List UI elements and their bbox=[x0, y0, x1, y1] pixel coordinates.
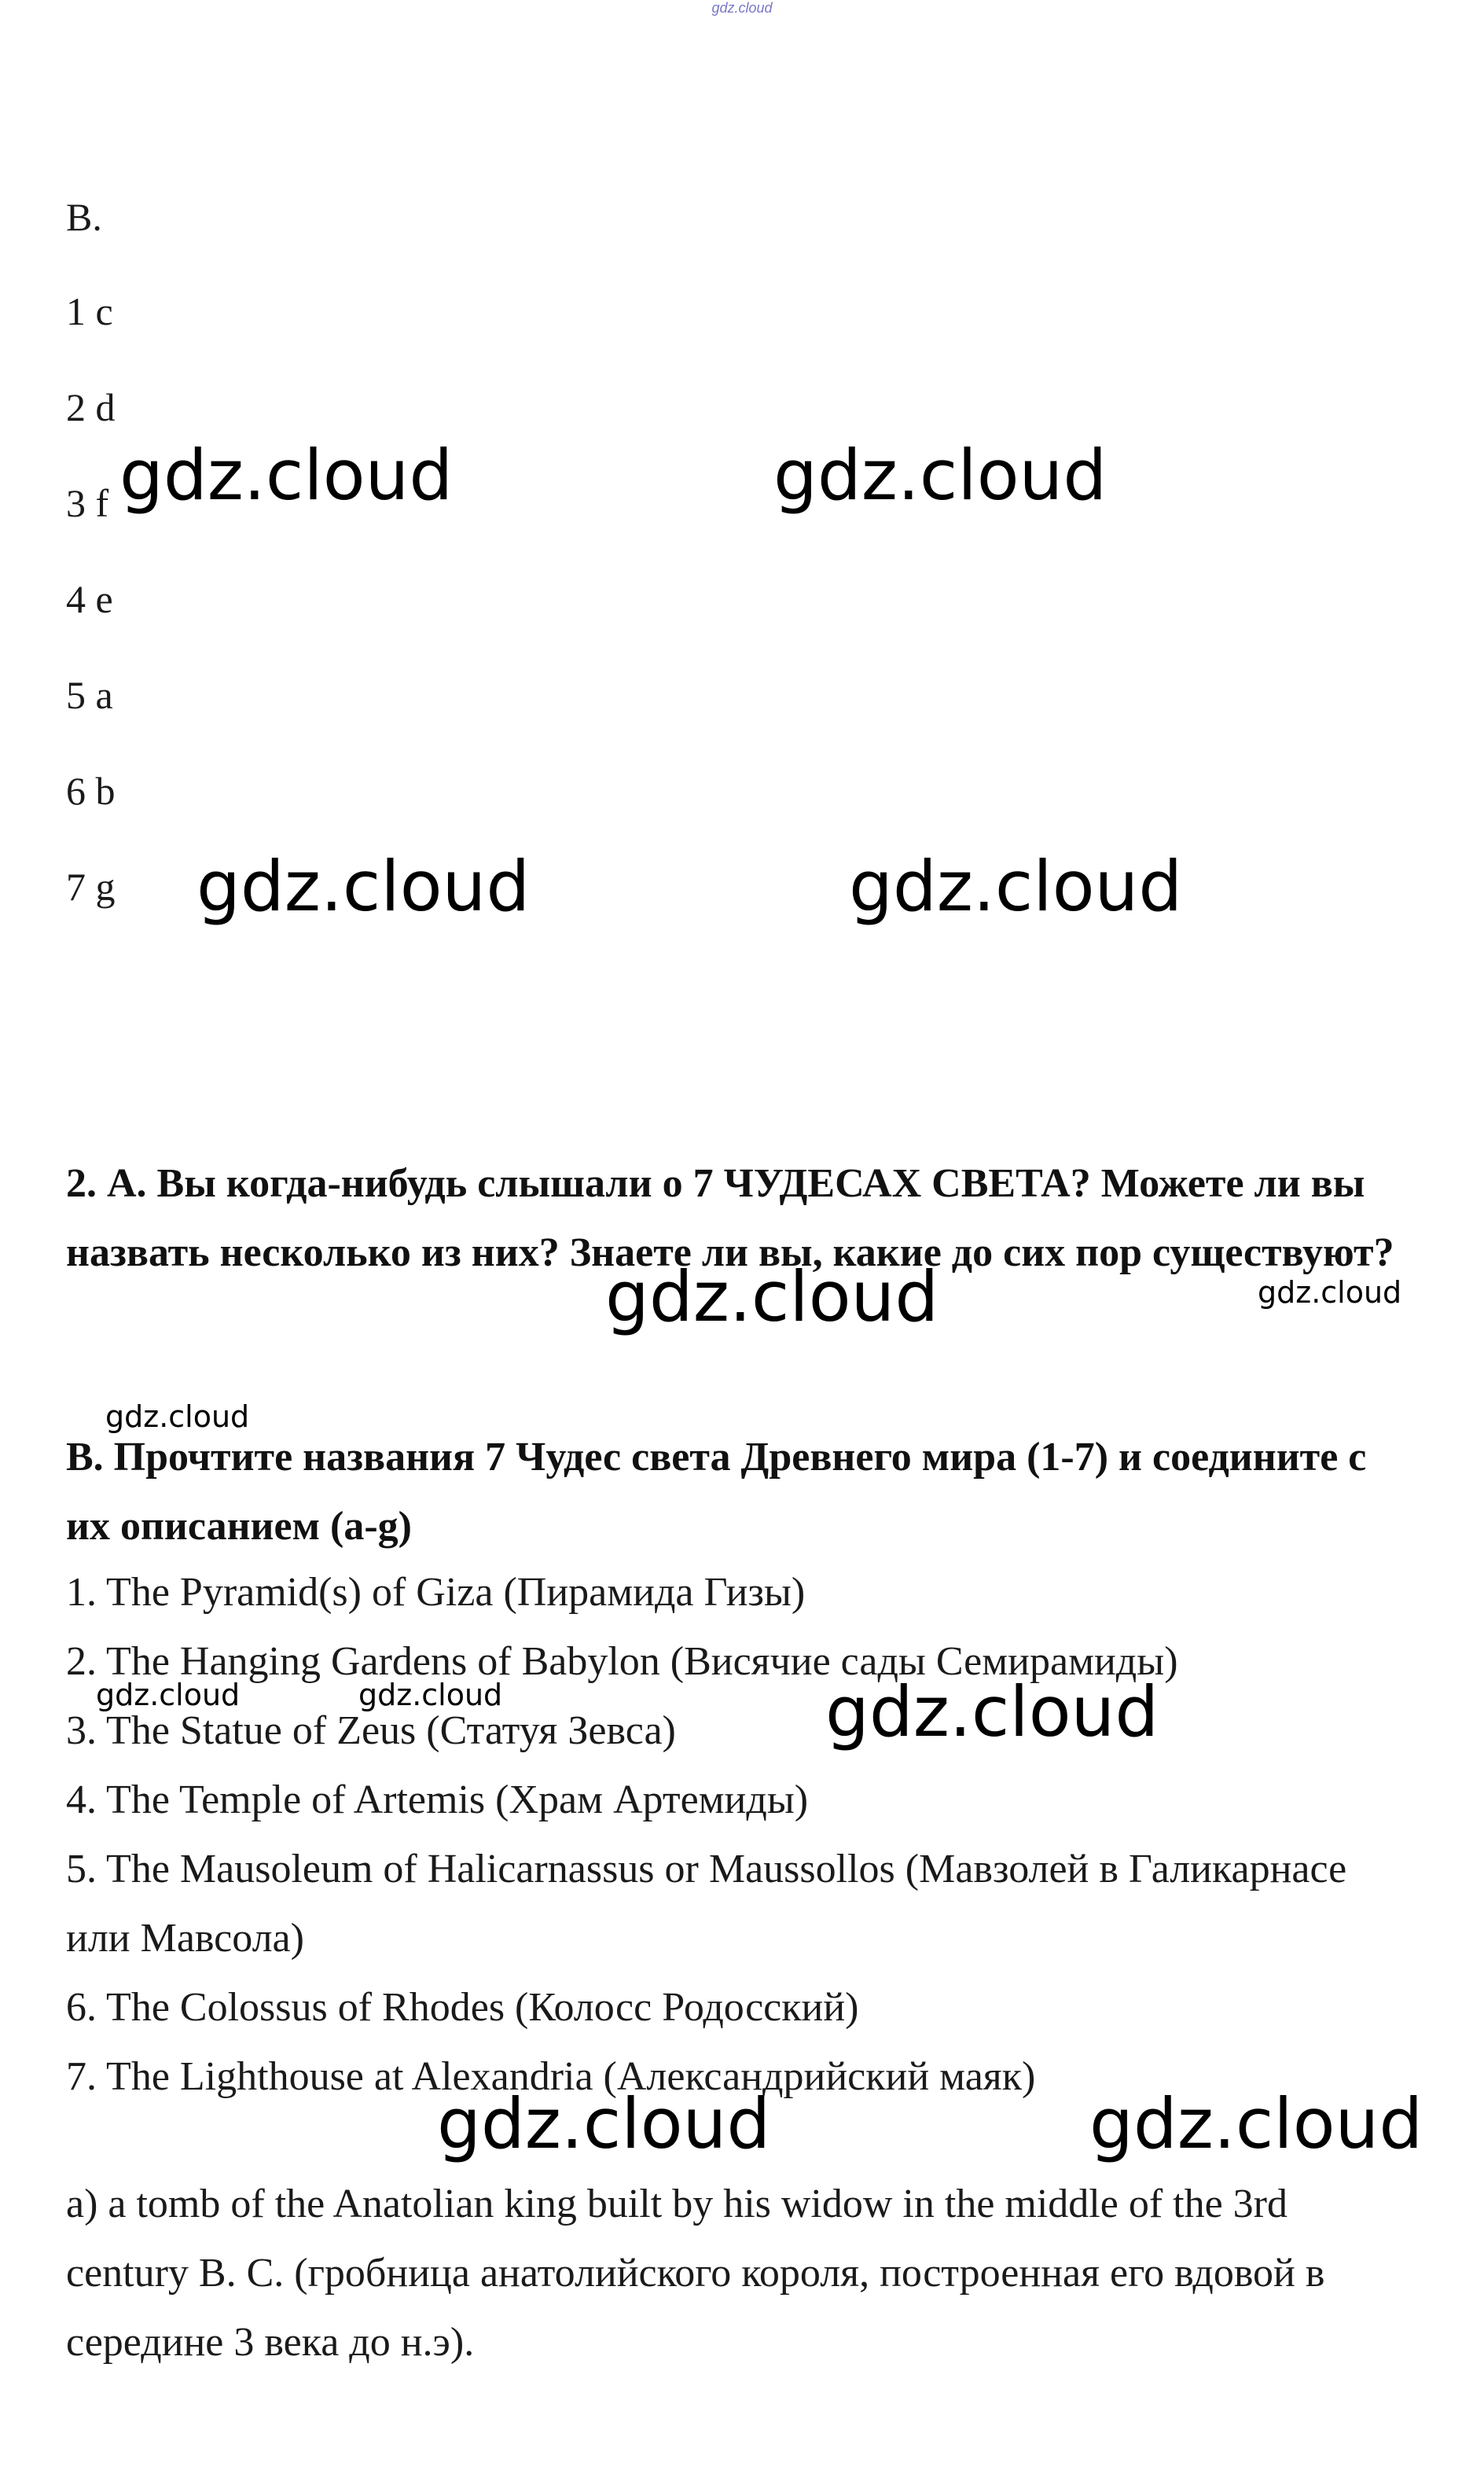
section-b-label: B. bbox=[66, 195, 102, 239]
watermark: gdz.cloud bbox=[197, 846, 531, 927]
watermark: gdz.cloud bbox=[105, 1399, 250, 1434]
answer-item: 4 e bbox=[66, 577, 113, 621]
watermark: gdz.cloud bbox=[96, 1678, 241, 1712]
wonder-item: 6. The Colossus of Rhodes (Колосс Родосский) bbox=[66, 1985, 859, 2030]
wonder-item: 1. The Pyramid(s) of Giza (Пирамида Гизы) bbox=[66, 1570, 806, 1615]
answer-item: 6 b bbox=[66, 769, 116, 813]
task-2a-heading: 2. А. Вы когда-нибудь слышали о 7 ЧУДЕСАХ СВЕТА? Можете ли вы назвать несколько из них? Знаете ли вы, какие до сих пор существуют? bbox=[66, 1161, 1394, 1275]
wonder-item: 2. The Hanging Gardens of Babylon (Висячие сады Семирамиды) bbox=[66, 1639, 1178, 1684]
watermark: gdz.cloud bbox=[605, 1256, 939, 1337]
answer-item: 5 a bbox=[66, 673, 113, 717]
task-2b-heading: B. Прочтите названия 7 Чудес света Древнего мира (1-7) и соедините с их описанием (a-g) bbox=[66, 1435, 1367, 1549]
watermark: gdz.cloud bbox=[437, 2083, 771, 2164]
watermark: gdz.cloud bbox=[119, 435, 454, 516]
wonder-item: 7. The Lighthouse at Alexandria (Александрийский маяк) bbox=[66, 2054, 1036, 2099]
wonder-item: 5. The Mausoleum of Halicarnassus or Maussollos (Мавзолей в Галикарнасе или Мавсола) bbox=[66, 1847, 1347, 1961]
watermark: gdz.cloud bbox=[358, 1678, 503, 1712]
wonders-list bbox=[66, 1558, 1418, 2112]
watermark: gdz.cloud bbox=[1089, 2083, 1423, 2164]
answer-item: 2 d bbox=[66, 385, 116, 429]
watermark: gdz.cloud bbox=[1258, 1275, 1402, 1310]
watermark: gdz.cloud bbox=[825, 1671, 1159, 1752]
wonder-item: 4. The Temple of Artemis (Храм Артемиды) bbox=[66, 1777, 809, 1822]
answer-item: 1 c bbox=[66, 289, 113, 333]
watermark: gdz.cloud bbox=[773, 435, 1107, 516]
header-watermark: gdz.cloud bbox=[711, 0, 773, 16]
wonder-item: 3. The Statue of Zeus (Статуя Зевса) bbox=[66, 1708, 676, 1753]
watermark: gdz.cloud bbox=[849, 846, 1183, 927]
answer-item: 3 f bbox=[66, 481, 109, 525]
description-a: a) a tomb of the Anatolian king built by his widow in the middle of the 3rd century B. C. (гробница анатолийского короля, построенная его вдовой в середине 3 века до н.э). bbox=[66, 2182, 1325, 2365]
answer-item: 7 g bbox=[66, 865, 116, 909]
